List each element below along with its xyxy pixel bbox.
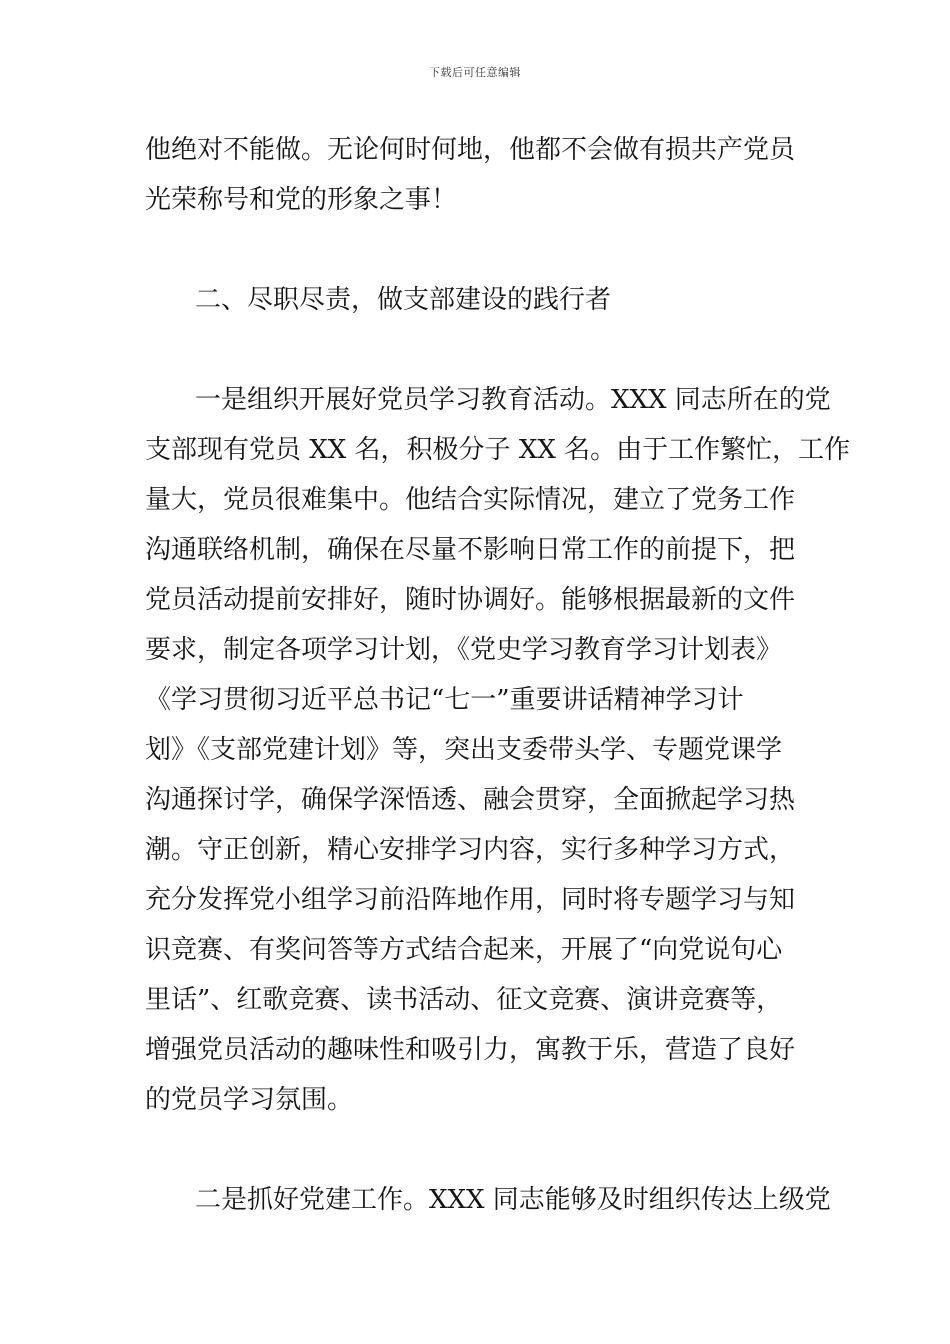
text-line: 支部现有党员 XX 名，积极分子 XX 名。由于工作繁忙，工作 [145,435,851,465]
text-line: 要求，制定各项学习计划，《党史学习教育学习计划表》 [145,635,783,665]
text-line: 潮。守正创新，精心安排学习内容，实行多种学习方式， [145,835,796,865]
text-line: 识竞赛、有奖问答等方式结合起来，开展了“向党说句心 [145,935,783,965]
text-line: 的党员学习氛围。 [145,1085,354,1115]
text-line: 《学习贯彻习近平总书记“七一”重要讲话精神学习计 [145,685,744,715]
text-line: 沟通探讨学，确保学深悟透、融会贯穿，全面掀起学习热 [145,785,796,815]
text-line: 划》《支部党建计划》等，突出支委带头学、专题党课学 [145,735,783,765]
text-line: 量大，党员很难集中。他结合实际情况，建立了党务工作 [145,485,796,515]
text-line: 充分发挥党小组学习前沿阵地作用，同时将专题学习与知 [145,885,796,915]
section-heading: 二、尽职尽责，做支部建设的践行者 [195,285,612,315]
text-line: 沟通联络机制，确保在尽量不影响日常工作的前提下，把 [145,535,796,565]
text-line: 里话”、红歌竞赛、读书活动、征文竞赛、演讲竞赛等， [145,985,783,1015]
text-line: 二是抓好党建工作。XXX 同志能够及时组织传达上级党 [195,1185,831,1215]
text-line: 他绝对不能做。无论何时何地，他都不会做有损共产党员 [145,135,796,165]
page-header: 下载后可任意编辑 [429,66,521,79]
text-line: 光荣称号和党的形象之事！ [145,185,458,215]
text-line: 党员活动提前安排好，随时协调好。能够根据最新的文件 [145,585,796,615]
text-line: 一是组织开展好党员学习教育活动。XXX 同志所在的党 [195,385,831,415]
text-line: 增强党员活动的趣味性和吸引力，寓教于乐，营造了良好 [145,1035,796,1065]
